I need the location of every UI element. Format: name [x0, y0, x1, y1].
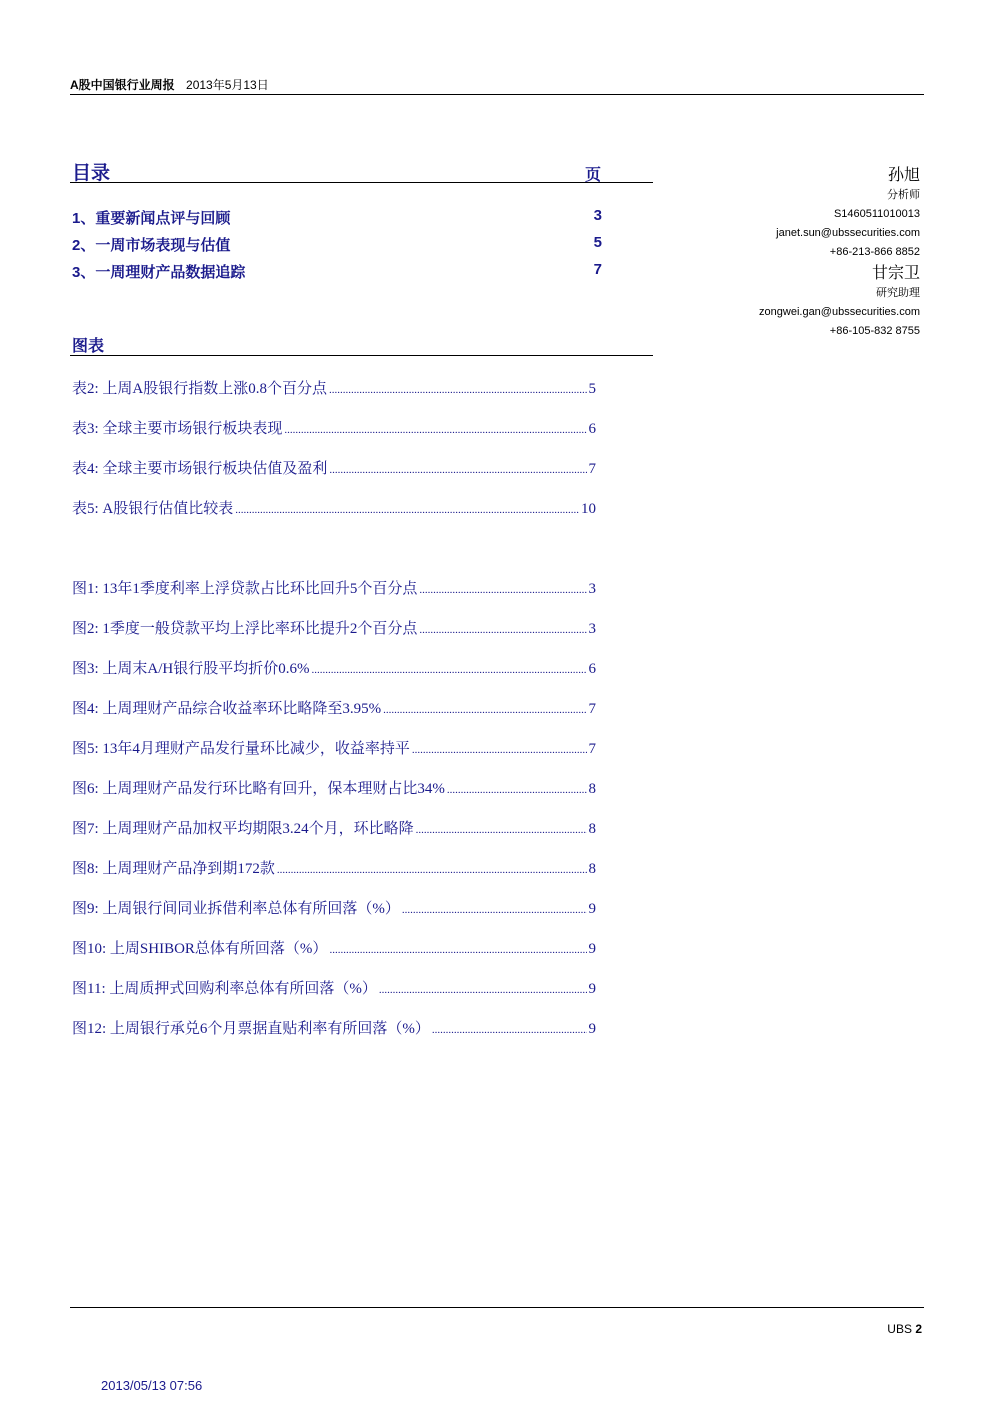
report-title: A股中国银行业周报: [70, 78, 175, 92]
dot-leader: [235, 504, 579, 516]
dot-leader: [329, 384, 586, 396]
entry-label: 表4: 全球主要市场银行板块估值及盈利: [72, 461, 328, 477]
chart-entry[interactable]: [72, 657, 596, 677]
toc-item-label: 1、重要新闻点评与回顾: [72, 210, 231, 227]
entry-page: 8: [588, 861, 596, 877]
footer-divider: [70, 1307, 924, 1308]
entry-label: 图7: 上周理财产品加权平均期限3.24个月，环比略降: [72, 821, 414, 837]
analyst-title: 分析师: [887, 189, 920, 201]
table-entry[interactable]: [72, 377, 596, 397]
dot-leader: [412, 744, 587, 756]
chart-entry[interactable]: [72, 897, 596, 917]
dot-leader: [284, 424, 586, 436]
report-date: 2013年5月13日: [186, 78, 269, 92]
analyst-title: 研究助理: [876, 287, 920, 299]
table-entry[interactable]: [72, 417, 596, 437]
dot-leader: [329, 464, 586, 476]
entry-label: 图4: 上周理财产品综合收益率环比略降至3.95%: [72, 701, 382, 717]
toc-item-page: 5: [593, 234, 602, 251]
dot-leader: [419, 624, 586, 636]
entry-label: 图3: 上周末A/H银行股平均折价0.6%: [72, 661, 310, 677]
entry-page: 7: [588, 701, 596, 717]
page-footer: [887, 1322, 922, 1336]
entry-page: 9: [588, 1021, 596, 1037]
entry-page: 6: [588, 661, 596, 677]
dot-leader: [277, 864, 587, 876]
entry-label: 表3: 全球主要市场银行板块表现: [72, 421, 283, 437]
entry-label: 表5: A股银行估值比较表: [72, 501, 234, 517]
dot-leader: [402, 904, 587, 916]
table-entry[interactable]: [72, 497, 596, 517]
toc-page-label: 页: [584, 167, 601, 184]
toc-item-label: 3、一周理财产品数据追踪: [72, 264, 246, 281]
entry-page: 6: [588, 421, 596, 437]
page-number: 2: [915, 1322, 922, 1336]
chart-entry[interactable]: [72, 857, 596, 877]
entry-page: 7: [588, 461, 596, 477]
dot-leader: [416, 824, 587, 836]
toc-item[interactable]: [70, 234, 602, 256]
entry-page: 10: [581, 501, 596, 517]
toc-item[interactable]: [70, 261, 602, 283]
entry-label: 图8: 上周理财产品净到期172款: [72, 861, 275, 877]
analyst-license: S1460511010013: [833, 208, 920, 220]
print-timestamp: 2013/05/13 07:56: [101, 1378, 203, 1393]
entry-page: 9: [588, 981, 596, 997]
entry-label: 图11: 上周质押式回购利率总体有所回落（%）: [72, 981, 377, 997]
entry-page: 8: [588, 821, 596, 837]
analyst-email[interactable]: zongwei.gan@ubssecurities.com: [759, 306, 920, 318]
toc-item-page: 3: [593, 207, 602, 224]
entry-page: 3: [588, 581, 596, 597]
figures-heading: [70, 333, 653, 356]
analyst-sidebar: [700, 164, 920, 341]
entry-page: 5: [588, 381, 596, 397]
chart-entry[interactable]: [72, 1017, 596, 1037]
dot-leader: [329, 944, 586, 956]
analyst-phone: +86-105-832 8755: [829, 325, 920, 337]
dot-leader: [312, 664, 587, 676]
entry-page: 3: [588, 621, 596, 637]
chart-entry[interactable]: [72, 577, 596, 597]
entry-page: 9: [588, 901, 596, 917]
entry-label: 图9: 上周银行间同业拆借利率总体有所回落（%）: [72, 901, 400, 917]
analyst-name: 甘宗卫: [871, 263, 920, 282]
dot-leader: [432, 1024, 587, 1036]
chart-entry[interactable]: [72, 977, 596, 997]
analyst-email[interactable]: janet.sun@ubssecurities.com: [776, 227, 920, 239]
entry-page: 8: [588, 781, 596, 797]
toc-item-label: 2、一周市场表现与估值: [72, 237, 231, 254]
entry-label: 表2: 上周A股银行指数上涨0.8个百分点: [72, 381, 328, 397]
toc-item-page: 7: [593, 261, 602, 278]
chart-entry[interactable]: [72, 937, 596, 957]
entry-label: 图1: 13年1季度利率上浮贷款占比环比回升5个百分点: [72, 581, 418, 597]
chart-entry[interactable]: [72, 697, 596, 717]
chart-entry[interactable]: [72, 737, 596, 757]
toc-heading: [70, 158, 653, 183]
chart-entry[interactable]: [72, 817, 596, 837]
page-header: [70, 76, 924, 95]
dot-leader: [383, 704, 586, 716]
analyst-name: 孙旭: [887, 165, 920, 184]
entry-page: 9: [588, 941, 596, 957]
chart-entry[interactable]: [72, 777, 596, 797]
dot-leader: [419, 584, 586, 596]
entry-page: 7: [588, 741, 596, 757]
toc-title: 目录: [72, 163, 111, 184]
toc-item[interactable]: [70, 207, 602, 229]
entry-label: 图2: 1季度一般贷款平均上浮比率环比提升2个百分点: [72, 621, 418, 637]
dot-leader: [379, 984, 587, 996]
dot-leader: [447, 784, 587, 796]
footer-brand: UBS: [887, 1322, 912, 1336]
table-entry[interactable]: [72, 457, 596, 477]
entry-label: 图12: 上周银行承兑6个月票据直贴利率有所回落（%）: [72, 1021, 430, 1037]
entry-label: 图10: 上周SHIBOR总体有所回落（%）: [72, 941, 328, 957]
entry-label: 图5: 13年4月理财产品发行量环比减少，收益率持平: [72, 741, 410, 757]
figures-title: 图表: [72, 338, 105, 355]
entry-label: 图6: 上周理财产品发行环比略有回升，保本理财占比34%: [72, 781, 445, 797]
chart-entry[interactable]: [72, 617, 596, 637]
analyst-phone: +86-213-866 8852: [829, 246, 920, 258]
